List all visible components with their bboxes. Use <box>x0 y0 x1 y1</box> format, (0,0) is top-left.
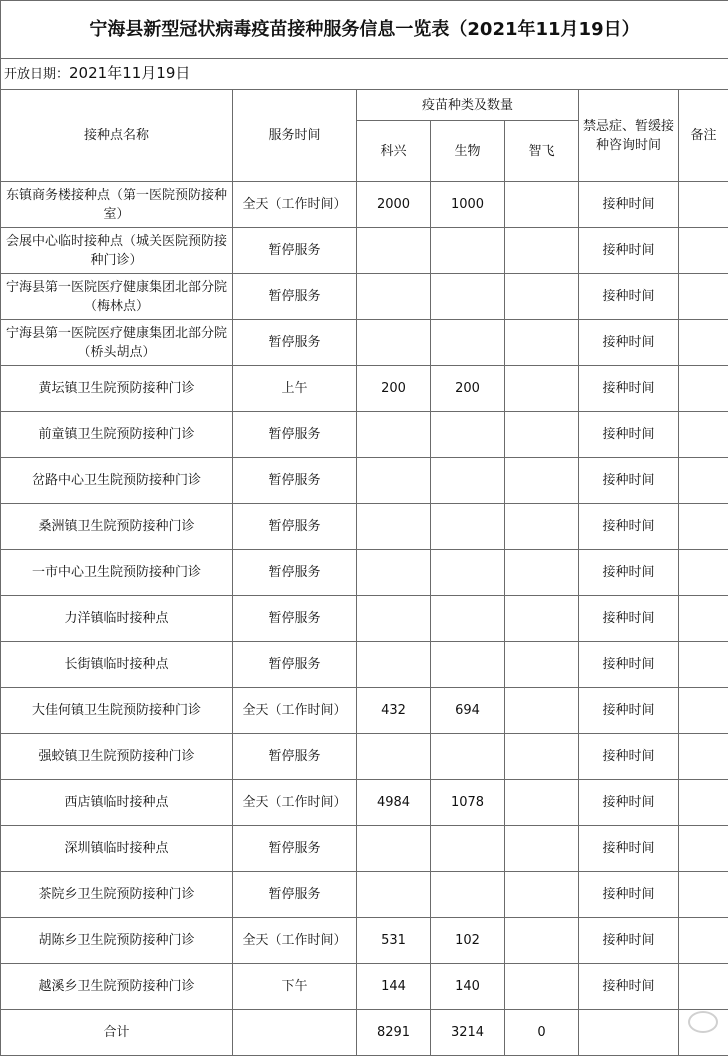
cell-service-time: 上午 <box>233 366 357 412</box>
cell-kexing <box>357 550 431 596</box>
table-row <box>1 320 728 366</box>
cell-shengwu: 1000 <box>431 182 505 228</box>
watermark-logo-icon <box>688 1011 718 1033</box>
table-row <box>1 826 728 872</box>
table-row <box>1 780 728 826</box>
cell-shengwu <box>431 320 505 366</box>
cell-remark <box>679 688 728 734</box>
table-row <box>1 964 728 1010</box>
cell-shengwu <box>431 596 505 642</box>
cell-site-name: 东镇商务楼接种点（第一医院预防接种室） <box>1 182 233 228</box>
cell-service-time: 暂停服务 <box>233 412 357 458</box>
cell-site-name: 会展中心临时接种点（城关医院预防接种门诊） <box>1 228 233 274</box>
cell-kexing <box>357 642 431 688</box>
table-row <box>1 274 728 320</box>
cell-service-time: 下午 <box>233 964 357 1010</box>
cell-kexing <box>357 596 431 642</box>
cell-service-time: 暂停服务 <box>233 274 357 320</box>
cell-kexing: 8291 <box>357 1010 431 1056</box>
cell-kexing <box>357 872 431 918</box>
cell-kexing: 432 <box>357 688 431 734</box>
table-row <box>1 228 728 274</box>
cell-remark <box>679 504 728 550</box>
cell-shengwu <box>431 458 505 504</box>
cell-shengwu <box>431 550 505 596</box>
cell-site-name: 合计 <box>1 1010 233 1056</box>
cell-shengwu <box>431 228 505 274</box>
cell-zhifei <box>505 872 579 918</box>
header-vaccine-group: 疫苗种类及数量 <box>357 90 579 121</box>
cell-consult-time: 接种时间 <box>579 182 679 228</box>
cell-zhifei <box>505 182 579 228</box>
table-row <box>1 412 728 458</box>
cell-service-time: 全天（工作时间） <box>233 182 357 228</box>
cell-consult-time: 接种时间 <box>579 826 679 872</box>
cell-site-name: 前童镇卫生院预防接种门诊 <box>1 412 233 458</box>
cell-consult-time: 接种时间 <box>579 642 679 688</box>
cell-consult-time: 接种时间 <box>579 458 679 504</box>
cell-shengwu <box>431 826 505 872</box>
header-shengwu: 生物 <box>431 121 505 182</box>
cell-site-name: 力洋镇临时接种点 <box>1 596 233 642</box>
cell-remark <box>679 918 728 964</box>
cell-kexing: 531 <box>357 918 431 964</box>
cell-service-time: 暂停服务 <box>233 458 357 504</box>
table-row <box>1 688 728 734</box>
cell-shengwu <box>431 412 505 458</box>
cell-kexing <box>357 320 431 366</box>
cell-kexing: 200 <box>357 366 431 412</box>
page-title: 宁海县新型冠状病毒疫苗接种服务信息一览表（2021年11月19日） <box>1 1 728 59</box>
cell-remark <box>679 228 728 274</box>
cell-zhifei <box>505 780 579 826</box>
cell-kexing <box>357 458 431 504</box>
table-row <box>1 550 728 596</box>
cell-remark <box>679 458 728 504</box>
cell-zhifei: 0 <box>505 1010 579 1056</box>
cell-kexing <box>357 412 431 458</box>
cell-site-name: 宁海县第一医院医疗健康集团北部分院（梅林点） <box>1 274 233 320</box>
cell-service-time: 暂停服务 <box>233 504 357 550</box>
cell-consult-time: 接种时间 <box>579 872 679 918</box>
cell-shengwu <box>431 872 505 918</box>
cell-shengwu: 102 <box>431 918 505 964</box>
cell-consult-time: 接种时间 <box>579 964 679 1010</box>
cell-site-name: 桑洲镇卫生院预防接种门诊 <box>1 504 233 550</box>
cell-shengwu <box>431 734 505 780</box>
header-service-time: 服务时间 <box>233 90 357 182</box>
table-row <box>1 458 728 504</box>
cell-remark <box>679 734 728 780</box>
cell-remark <box>679 964 728 1010</box>
cell-remark <box>679 274 728 320</box>
cell-kexing: 4984 <box>357 780 431 826</box>
cell-zhifei <box>505 964 579 1010</box>
cell-consult-time: 接种时间 <box>579 320 679 366</box>
cell-zhifei <box>505 642 579 688</box>
cell-consult-time: 接种时间 <box>579 550 679 596</box>
cell-consult-time: 接种时间 <box>579 688 679 734</box>
cell-shengwu: 200 <box>431 366 505 412</box>
table-row <box>1 918 728 964</box>
cell-site-name: 宁海县第一医院医疗健康集团北部分院（桥头胡点） <box>1 320 233 366</box>
cell-service-time: 全天（工作时间） <box>233 688 357 734</box>
table-row <box>1 642 728 688</box>
cell-kexing <box>357 504 431 550</box>
cell-zhifei <box>505 688 579 734</box>
table-row <box>1 872 728 918</box>
cell-site-name: 长街镇临时接种点 <box>1 642 233 688</box>
cell-remark <box>679 182 728 228</box>
cell-remark <box>679 780 728 826</box>
cell-kexing <box>357 274 431 320</box>
cell-shengwu: 3214 <box>431 1010 505 1056</box>
cell-service-time: 暂停服务 <box>233 826 357 872</box>
header-zhifei: 智飞 <box>505 121 579 182</box>
cell-service-time: 暂停服务 <box>233 228 357 274</box>
cell-site-name: 西店镇临时接种点 <box>1 780 233 826</box>
cell-zhifei <box>505 504 579 550</box>
cell-service-time <box>233 1010 357 1056</box>
table-row <box>1 366 728 412</box>
header-contraindication: 禁忌症、暂缓接种咨询时间 <box>579 90 679 182</box>
cell-kexing <box>357 228 431 274</box>
cell-zhifei <box>505 274 579 320</box>
cell-remark <box>679 412 728 458</box>
open-date-label: 开放日期： <box>4 67 69 82</box>
open-date-value: 2021年11月19日 <box>69 64 190 82</box>
cell-site-name: 强蛟镇卫生院预防接种门诊 <box>1 734 233 780</box>
cell-site-name: 一市中心卫生院预防接种门诊 <box>1 550 233 596</box>
cell-service-time: 暂停服务 <box>233 642 357 688</box>
cell-zhifei <box>505 918 579 964</box>
cell-service-time: 全天（工作时间） <box>233 780 357 826</box>
cell-consult-time: 接种时间 <box>579 412 679 458</box>
cell-zhifei <box>505 550 579 596</box>
cell-kexing: 144 <box>357 964 431 1010</box>
cell-consult-time: 接种时间 <box>579 274 679 320</box>
cell-zhifei <box>505 228 579 274</box>
cell-site-name: 大佳何镇卫生院预防接种门诊 <box>1 688 233 734</box>
cell-remark <box>679 320 728 366</box>
open-date <box>1 59 728 90</box>
cell-site-name: 茶院乡卫生院预防接种门诊 <box>1 872 233 918</box>
cell-consult-time: 接种时间 <box>579 918 679 964</box>
header-remark: 备注 <box>679 90 728 182</box>
cell-service-time: 暂停服务 <box>233 734 357 780</box>
cell-zhifei <box>505 412 579 458</box>
cell-zhifei <box>505 320 579 366</box>
table-row <box>1 734 728 780</box>
cell-service-time: 暂停服务 <box>233 872 357 918</box>
cell-shengwu <box>431 504 505 550</box>
site-watermark <box>572 1011 722 1051</box>
cell-shengwu <box>431 274 505 320</box>
cell-zhifei <box>505 458 579 504</box>
cell-zhifei <box>505 826 579 872</box>
table-row <box>1 504 728 550</box>
cell-consult-time: 接种时间 <box>579 366 679 412</box>
cell-shengwu: 694 <box>431 688 505 734</box>
cell-remark <box>679 596 728 642</box>
cell-site-name: 越溪乡卫生院预防接种门诊 <box>1 964 233 1010</box>
cell-consult-time: 接种时间 <box>579 596 679 642</box>
cell-site-name: 深圳镇临时接种点 <box>1 826 233 872</box>
cell-service-time: 全天（工作时间） <box>233 918 357 964</box>
cell-service-time: 暂停服务 <box>233 320 357 366</box>
cell-kexing <box>357 734 431 780</box>
table-row <box>1 596 728 642</box>
cell-service-time: 暂停服务 <box>233 550 357 596</box>
cell-site-name: 黄坛镇卫生院预防接种门诊 <box>1 366 233 412</box>
cell-zhifei <box>505 596 579 642</box>
cell-consult-time: 接种时间 <box>579 780 679 826</box>
cell-zhifei <box>505 366 579 412</box>
cell-consult-time: 接种时间 <box>579 734 679 780</box>
cell-remark <box>679 550 728 596</box>
cell-kexing <box>357 826 431 872</box>
cell-shengwu: 1078 <box>431 780 505 826</box>
cell-shengwu <box>431 642 505 688</box>
cell-site-name: 岔路中心卫生院预防接种门诊 <box>1 458 233 504</box>
cell-zhifei <box>505 734 579 780</box>
cell-service-time: 暂停服务 <box>233 596 357 642</box>
cell-site-name: 胡陈乡卫生院预防接种门诊 <box>1 918 233 964</box>
cell-remark <box>679 872 728 918</box>
cell-shengwu: 140 <box>431 964 505 1010</box>
header-site-name: 接种点名称 <box>1 90 233 182</box>
cell-consult-time: 接种时间 <box>579 504 679 550</box>
header-kexing: 科兴 <box>357 121 431 182</box>
cell-remark <box>679 366 728 412</box>
cell-remark <box>679 826 728 872</box>
table-row <box>1 182 728 228</box>
cell-consult-time: 接种时间 <box>579 228 679 274</box>
cell-remark <box>679 642 728 688</box>
cell-kexing: 2000 <box>357 182 431 228</box>
